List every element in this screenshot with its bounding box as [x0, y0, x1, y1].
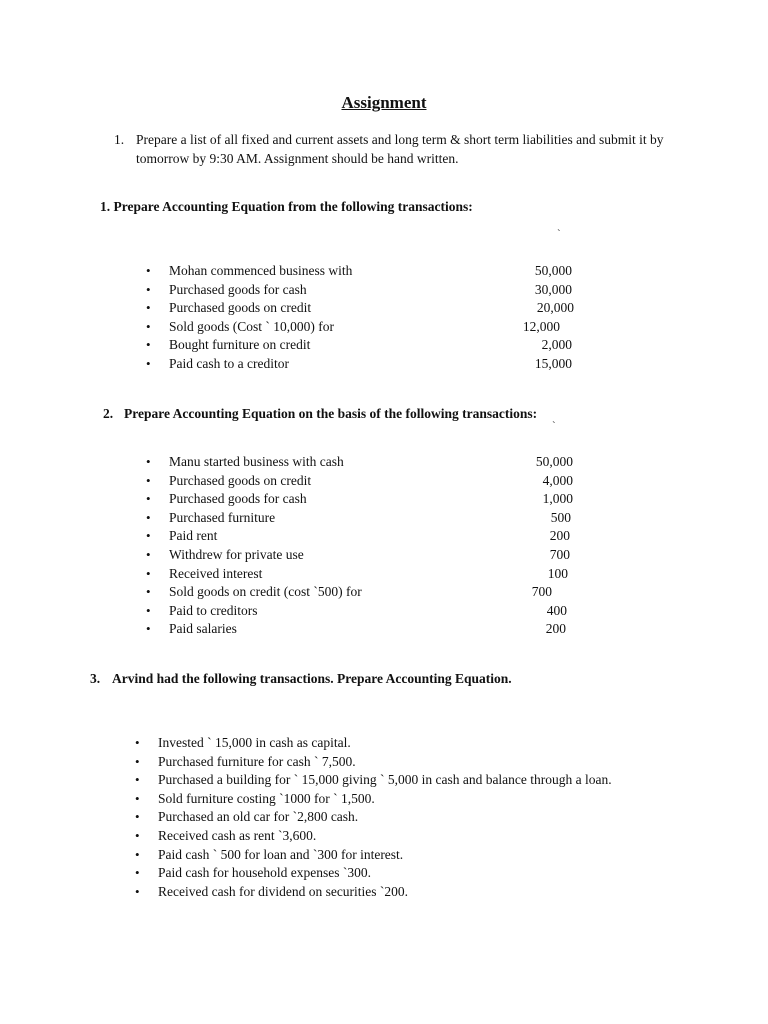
bullet-icon: •	[146, 528, 151, 544]
bullet-icon: •	[146, 584, 151, 600]
item-amount: 12,000	[522, 318, 560, 334]
intro-line-1: Prepare a list of all fixed and current assets and long term & short term liabilities and submit it by	[136, 132, 664, 147]
item-label: Received cash as rent `3,600.	[158, 828, 317, 843]
bullet-icon: •	[146, 356, 151, 371]
bullet-icon: •	[135, 790, 140, 806]
item-amount: 2,000	[541, 337, 572, 353]
item-label: Manu started business with cash	[169, 454, 344, 469]
item-amount: 700	[531, 584, 552, 600]
item-label: Invested ` 15,000 in cash as capital.	[158, 735, 351, 750]
item-amount: 15,000	[534, 356, 572, 371]
bullet-icon: •	[146, 565, 151, 581]
bullet-icon: •	[146, 318, 151, 334]
section1-heading: 1. Prepare Accounting Equation from the following transactions:	[100, 199, 473, 214]
list-item	[0, 566, 768, 585]
item-label: Received interest	[169, 565, 263, 581]
item-label: Purchased goods on credit	[169, 300, 312, 316]
item-label: Purchased an old car for `2,800 cash.	[158, 809, 359, 825]
list-item	[0, 621, 768, 640]
bullet-icon: •	[146, 337, 151, 353]
item-label: Sold goods (Cost ` 10,000) for	[169, 318, 334, 334]
item-label: Purchased furniture	[169, 509, 276, 525]
list-item	[0, 528, 768, 547]
bullet-icon: •	[135, 865, 140, 881]
item-label: Purchased goods on credit	[169, 472, 312, 488]
section1-currency-mark: `	[557, 228, 561, 240]
item-label: Purchased goods for cash	[169, 491, 307, 507]
bullet-icon: •	[146, 300, 151, 316]
list-item	[0, 809, 768, 828]
intro-number: 1.	[114, 132, 125, 147]
list-item	[0, 547, 768, 566]
section2-heading: Prepare Accounting Equation on the basis of the following transactions:	[124, 406, 538, 421]
section3-heading: Arvind had the following transactions. Prepare Accounting Equation.	[112, 671, 512, 686]
item-label: Paid rent	[169, 528, 218, 544]
list-item	[0, 847, 768, 866]
list-item	[0, 473, 768, 492]
bullet-icon: •	[146, 621, 151, 637]
item-label: Purchased furniture for cash ` 7,500.	[158, 753, 356, 769]
item-amount: 30,000	[534, 281, 572, 297]
bullet-icon: •	[146, 281, 151, 297]
item-amount: 50,000	[534, 263, 572, 278]
bullet-icon: •	[146, 547, 151, 562]
bullet-icon: •	[135, 809, 140, 825]
item-label: Purchased a building for ` 15,000 giving ` 5,000 in cash and balance through a loan.	[158, 772, 612, 788]
list-item	[0, 865, 768, 884]
list-item	[0, 282, 768, 301]
list-item	[0, 337, 768, 356]
item-amount: 500	[550, 509, 571, 525]
bullet-icon: •	[135, 753, 140, 769]
bullet-icon: •	[135, 735, 140, 750]
item-amount: 20,000	[536, 300, 574, 316]
bullet-icon: •	[146, 602, 151, 618]
item-amount: 50,000	[535, 454, 573, 469]
item-label: Mohan commenced business with	[169, 263, 353, 278]
section2-number: 2.	[103, 406, 114, 421]
list-item	[0, 772, 768, 791]
item-label: Sold goods on credit (cost `500) for	[169, 584, 362, 600]
item-label: Received cash for dividend on securities `200.	[158, 883, 409, 899]
item-label: Paid salaries	[169, 621, 237, 637]
bullet-icon: •	[146, 491, 151, 507]
item-amount: 200	[549, 528, 570, 544]
item-amount: 700	[549, 547, 570, 562]
list-item	[0, 828, 768, 847]
bullet-icon: •	[146, 509, 151, 525]
bullet-icon: •	[135, 828, 140, 843]
list-item	[0, 791, 768, 810]
list-item	[0, 263, 768, 282]
item-label: Purchased goods for cash	[169, 281, 307, 297]
item-label: Paid to creditors	[169, 602, 258, 618]
page-title: Assignment	[341, 93, 427, 112]
item-amount: 200	[545, 621, 566, 637]
list-item	[0, 603, 768, 622]
item-label: Bought furniture on credit	[169, 337, 311, 353]
list-item	[0, 491, 768, 510]
item-amount: 4,000	[542, 472, 573, 488]
list-item	[0, 510, 768, 529]
list-item	[0, 754, 768, 773]
bullet-icon: •	[146, 472, 151, 488]
list-item	[0, 356, 768, 375]
bullet-icon: •	[135, 883, 140, 899]
section2-currency-mark: `	[552, 420, 556, 432]
item-amount: 400	[546, 602, 567, 618]
bullet-icon: •	[146, 263, 151, 278]
section3-number: 3.	[90, 671, 101, 686]
bullet-icon: •	[135, 846, 140, 862]
bullet-icon: •	[135, 772, 140, 788]
list-item	[0, 454, 768, 473]
list-item	[0, 884, 768, 903]
list-item	[0, 584, 768, 603]
item-amount: 1,000	[542, 491, 573, 507]
list-item	[0, 319, 768, 338]
item-label: Paid cash ` 500 for loan and `300 for interest.	[158, 846, 404, 862]
bullet-icon: •	[146, 454, 151, 469]
list-item	[0, 735, 768, 754]
item-label: Paid cash to a creditor	[169, 356, 289, 371]
item-label: Withdrew for private use	[169, 547, 304, 562]
list-item	[0, 300, 768, 319]
item-label: Paid cash for household expenses `300.	[158, 865, 371, 881]
item-amount: 100	[547, 565, 568, 581]
item-label: Sold furniture costing `1000 for ` 1,500.	[158, 790, 375, 806]
intro-line-2: tomorrow by 9:30 AM. Assignment should be hand written.	[136, 151, 459, 166]
